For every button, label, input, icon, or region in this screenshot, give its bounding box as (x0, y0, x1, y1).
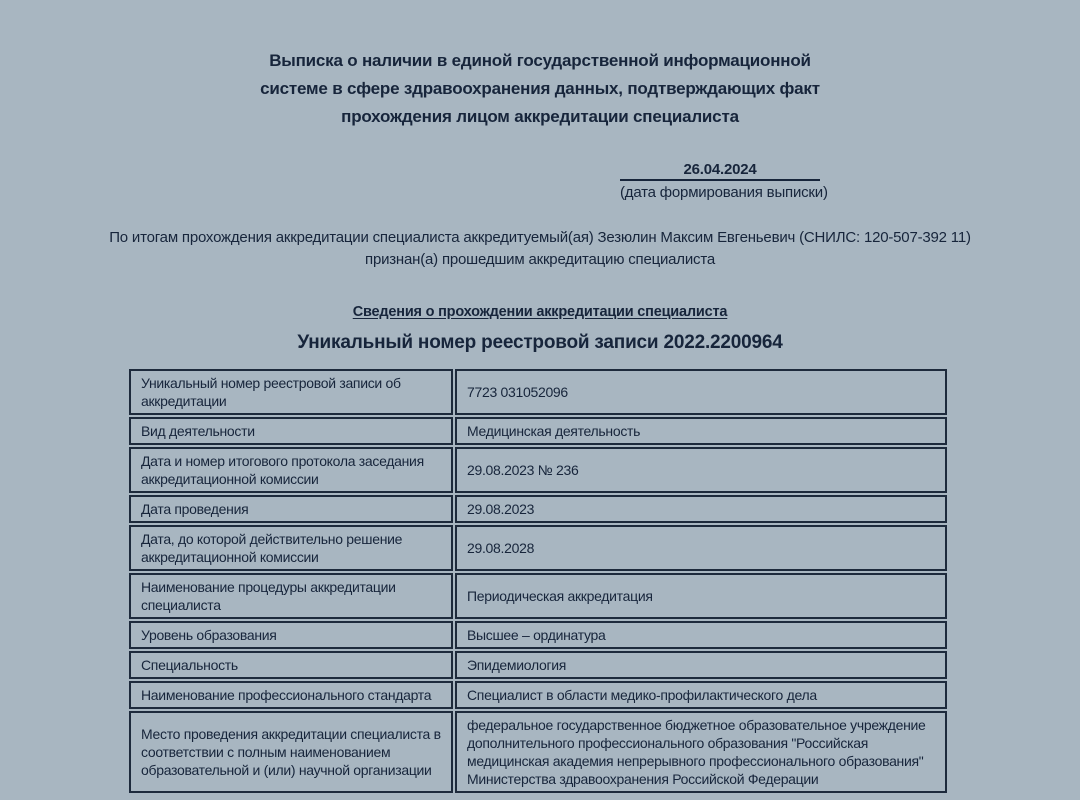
table-row (129, 369, 947, 415)
document-title-line: прохождения лицом аккредитации специалиста (341, 107, 739, 126)
registry-number-heading: Уникальный номер реестровой записи 2022.2200964 (297, 332, 783, 353)
row-label: Вид деятельности (129, 417, 453, 445)
row-value: Периодическая аккредитация (455, 573, 947, 619)
issue-date-caption: (дата формирования выписки) (620, 184, 828, 201)
accreditation-table (127, 367, 949, 795)
row-value: 29.08.2023 (455, 495, 947, 523)
row-value: Специалист в области медико-профилактического дела (455, 681, 947, 709)
intro-line: По итогам прохождения аккредитации специалиста аккредитуемый(ая) Зезюлин Максим Евгеньевич (СНИЛС: 120-507-392 11) (109, 229, 971, 246)
table-row (129, 447, 947, 493)
row-value: федеральное государственное бюджетное образовательное учреждение дополнительного профессионального образования "Российская медицинская академия непрерывного профессионального образования" Министерства здравоохранения Российской Федерации (455, 711, 947, 793)
row-value: Медицинская деятельность (455, 417, 947, 445)
document-title-line: системе в сфере здравоохранения данных, подтверждающих факт (260, 79, 820, 98)
row-value: Эпидемиология (455, 651, 947, 679)
row-label: Специальность (129, 651, 453, 679)
intro-line: признан(а) прошедшим аккредитацию специалиста (365, 251, 715, 268)
table-row (129, 495, 947, 523)
intro-paragraph (0, 227, 1080, 271)
row-value: 7723 031052096 (455, 369, 947, 415)
row-label: Уровень образования (129, 621, 453, 649)
table-row (129, 417, 947, 445)
table-row (129, 525, 947, 571)
issue-date-block (620, 161, 828, 201)
row-value: 29.08.2023 № 236 (455, 447, 947, 493)
issue-date: 26.04.2024 (620, 161, 820, 181)
row-label: Место проведения аккредитации специалиста в соответствии с полным наименованием образовательной и (или) научной организации (129, 711, 453, 793)
document-title-line: Выписка о наличии в единой государственной информационной (269, 51, 811, 70)
row-value: Высшее – ординатура (455, 621, 947, 649)
table-row (129, 621, 947, 649)
row-value: 29.08.2028 (455, 525, 947, 571)
row-label: Наименование процедуры аккредитации специалиста (129, 573, 453, 619)
row-label: Наименование профессионального стандарта (129, 681, 453, 709)
table-row (129, 573, 947, 619)
table-row (129, 711, 947, 793)
document-title (200, 47, 880, 131)
row-label: Дата, до которой действительно решение аккредитационной комиссии (129, 525, 453, 571)
row-label: Дата и номер итогового протокола заседания аккредитационной комиссии (129, 447, 453, 493)
table-row (129, 651, 947, 679)
row-label: Уникальный номер реестровой записи об аккредитации (129, 369, 453, 415)
table-row (129, 681, 947, 709)
section-heading: Сведения о прохождении аккредитации специалиста (352, 304, 728, 320)
row-label: Дата проведения (129, 495, 453, 523)
